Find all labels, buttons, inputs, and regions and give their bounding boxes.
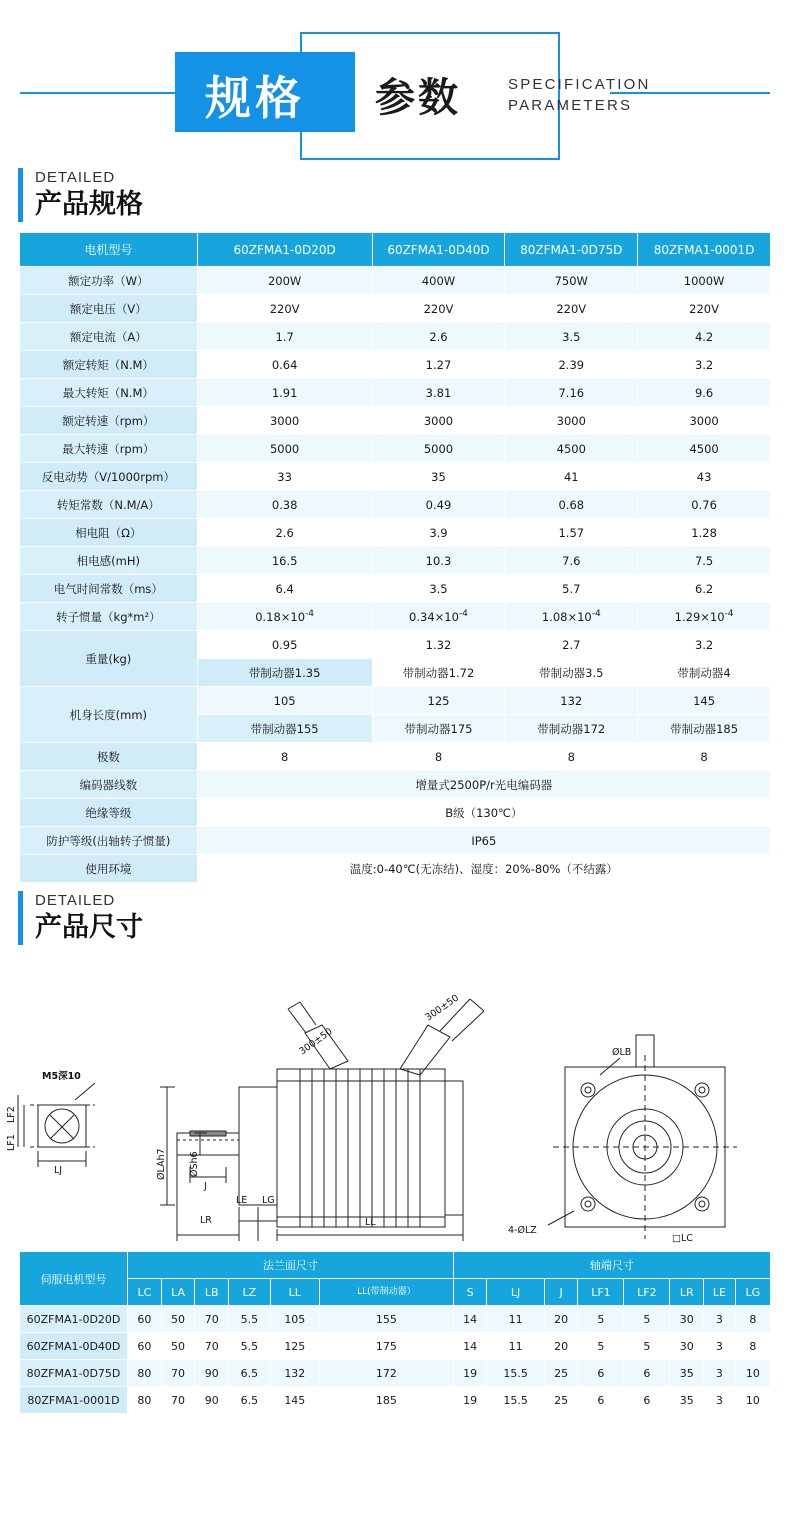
cell: 8: [197, 743, 372, 771]
dim-sub-la: LA: [161, 1279, 195, 1306]
cell: [197, 603, 372, 631]
cell: 0.64: [197, 351, 372, 379]
cell: 带制动器175: [372, 715, 505, 743]
dim-sub-j: J: [544, 1279, 578, 1306]
cell: 60: [128, 1306, 162, 1333]
cell: 1.27: [372, 351, 505, 379]
cell: 7.5: [638, 547, 771, 575]
cell: 9.6: [638, 379, 771, 407]
row-label: 转矩常数（N.M/A）: [20, 491, 198, 519]
cell: 20: [544, 1333, 578, 1360]
section-accent-bar: [18, 891, 23, 945]
cell-value: 0.18×10: [255, 609, 306, 624]
cell: 50: [161, 1306, 195, 1333]
cell: 20: [544, 1306, 578, 1333]
dim-header-model: 伺服电机型号: [20, 1252, 128, 1306]
dim-sub-ll-brake: LL(带制动器）: [320, 1279, 454, 1306]
cell: 35: [670, 1387, 704, 1414]
label-s: ØSh6: [189, 1151, 200, 1177]
label-le: LE: [236, 1195, 248, 1206]
cell: 8: [372, 743, 505, 771]
label-la: ØLAh7: [156, 1148, 167, 1180]
cell: 4500: [638, 435, 771, 463]
cell: 14: [453, 1306, 487, 1333]
cell: 2.6: [197, 519, 372, 547]
cell: 8: [735, 1333, 770, 1360]
cell: 带制动器3.5: [505, 659, 638, 687]
row-label: 额定转矩（N.M）: [20, 351, 198, 379]
label-lr: LR: [200, 1215, 212, 1226]
cell: 5: [624, 1333, 670, 1360]
dim-sub-lc: LC: [128, 1279, 162, 1306]
cell: 1.91: [197, 379, 372, 407]
cell: 30: [670, 1333, 704, 1360]
spec-header-col3: 80ZFMA1-0D75D: [505, 233, 638, 267]
dim-sub-s: S: [453, 1279, 487, 1306]
cell: 10: [735, 1387, 770, 1414]
cell: 0.76: [638, 491, 771, 519]
dim-sub-lr: LR: [670, 1279, 704, 1306]
cell: 6: [578, 1360, 624, 1387]
cell-exponent: -4: [458, 609, 468, 620]
banner-title-en-line1: SPECIFICATION: [508, 76, 651, 93]
table-row: [20, 575, 771, 603]
row-label: 编码器线数: [20, 771, 198, 799]
cell: 90: [195, 1360, 229, 1387]
row-label: 反电动势（V/1000rpm）: [20, 463, 198, 491]
cell: 3: [704, 1333, 736, 1360]
cell: 70: [195, 1306, 229, 1333]
cell: 1.28: [638, 519, 771, 547]
cell: 155: [320, 1306, 454, 1333]
table-row: [20, 547, 771, 575]
cell: 70: [195, 1333, 229, 1360]
dim-sub-lz: LZ: [229, 1279, 271, 1306]
cell: 132: [505, 687, 638, 715]
cell: 185: [320, 1387, 454, 1414]
row-label: 60ZFMA1-0D40D: [20, 1333, 128, 1360]
label-cable1: 300±50: [297, 1026, 335, 1058]
cell-merged: 温度:0-40℃(无冻结)、湿度：20%-80%（不结露）: [197, 855, 770, 883]
label-lz: 4-ØLZ: [508, 1225, 537, 1236]
cell-value: 1.08×10: [541, 609, 592, 624]
cell: 5: [578, 1306, 624, 1333]
cell-merged: IP65: [197, 827, 770, 855]
cell: 220V: [505, 295, 638, 323]
table-row: [20, 267, 771, 295]
label-lj: LJ: [54, 1165, 63, 1176]
section-heading-specs: [18, 168, 790, 222]
cell: 6.2: [638, 575, 771, 603]
cell: 750W: [505, 267, 638, 295]
section-heading-cn: 产品尺寸: [35, 912, 143, 943]
cell: 33: [197, 463, 372, 491]
cell: 80: [128, 1387, 162, 1414]
dim-header-flange: 法兰面尺寸: [128, 1252, 454, 1279]
banner-title-cn-left: 规格: [205, 71, 305, 125]
cell: 3.2: [638, 631, 771, 659]
label-lc: □LC: [672, 1233, 693, 1244]
table-row: [20, 491, 771, 519]
dimension-drawing: [0, 955, 790, 1245]
page-banner: [0, 0, 790, 160]
row-label: 电气时间常数（ms）: [20, 575, 198, 603]
table-row: [20, 463, 771, 491]
table-row: [20, 1360, 771, 1387]
row-label: 80ZFMA1-0001D: [20, 1387, 128, 1414]
section-accent-bar: [18, 168, 23, 222]
cell: 70: [161, 1387, 195, 1414]
table-row: [20, 1333, 771, 1360]
table-row: [20, 435, 771, 463]
cell: 8: [505, 743, 638, 771]
cell: 41: [505, 463, 638, 491]
label-lg: LG: [262, 1195, 275, 1206]
row-label: 额定转速（rpm）: [20, 407, 198, 435]
row-label: 相电阻（Ω）: [20, 519, 198, 547]
cell: 6: [624, 1387, 670, 1414]
cell: 6: [578, 1387, 624, 1414]
cell: 132: [270, 1360, 319, 1387]
cell: 0.38: [197, 491, 372, 519]
row-label: 转子惯量（kg*m²）: [20, 603, 198, 631]
label-cable2: 300±50: [423, 992, 462, 1024]
cell: 400W: [372, 267, 505, 295]
table-row-weight: [20, 631, 771, 659]
cell: 35: [670, 1360, 704, 1387]
dim-sub-ll: LL: [270, 1279, 319, 1306]
label-j: J: [204, 1181, 207, 1192]
cell: 43: [638, 463, 771, 491]
cell: 200W: [197, 267, 372, 295]
table-row: [20, 379, 771, 407]
cell: 145: [638, 687, 771, 715]
cell: 16.5: [197, 547, 372, 575]
dim-sub-header-row: [20, 1279, 771, 1306]
table-row: [20, 295, 771, 323]
cell-value: 1.29×10: [674, 609, 725, 624]
cell: 3000: [638, 407, 771, 435]
table-row-poles: [20, 743, 771, 771]
cell: 25: [544, 1387, 578, 1414]
section-heading-en: DETAILED: [35, 169, 116, 186]
dimension-table: [19, 1251, 771, 1414]
row-label: 最大转速（rpm）: [20, 435, 198, 463]
table-row: [20, 323, 771, 351]
cell: 5.5: [229, 1333, 271, 1360]
cell-merged: 增量式2500P/r光电编码器: [197, 771, 770, 799]
row-label: 相电感(mH): [20, 547, 198, 575]
cell: 15.5: [487, 1360, 544, 1387]
cell: 60: [128, 1333, 162, 1360]
section-heading-cn: 产品规格: [35, 189, 143, 220]
cell: 11: [487, 1306, 544, 1333]
spec-header-col1: 60ZFMA1-0D20D: [197, 233, 372, 267]
row-label: 60ZFMA1-0D20D: [20, 1306, 128, 1333]
cell: 0.95: [197, 631, 372, 659]
cell: 220V: [638, 295, 771, 323]
cell: [505, 603, 638, 631]
dim-sub-lb: LB: [195, 1279, 229, 1306]
banner-title-cn-right: 参数: [375, 75, 461, 121]
cell: 4500: [505, 435, 638, 463]
cell: 6: [624, 1360, 670, 1387]
cell: 4.2: [638, 323, 771, 351]
cell: 5.7: [505, 575, 638, 603]
table-row: [20, 855, 771, 883]
dim-sub-lf2: LF2: [624, 1279, 670, 1306]
cell-merged: B级（130℃）: [197, 799, 770, 827]
cell: 1000W: [638, 267, 771, 295]
cell: [372, 603, 505, 631]
table-row: [20, 351, 771, 379]
cell: 3.9: [372, 519, 505, 547]
cell-exponent: -4: [305, 609, 315, 620]
specification-table: [19, 232, 771, 883]
cell: 3.5: [372, 575, 505, 603]
cell: 125: [372, 687, 505, 715]
label-lb: ØLB: [612, 1047, 632, 1058]
dim-sub-le: LE: [704, 1279, 736, 1306]
cell: 125: [270, 1333, 319, 1360]
label-lf2: LF2: [6, 1106, 17, 1123]
cell: 50: [161, 1333, 195, 1360]
banner-title-en: [508, 74, 651, 116]
row-label: 防护等级(出轴转子惯量): [20, 827, 198, 855]
cell: 带制动器172: [505, 715, 638, 743]
section-heading-en: DETAILED: [35, 892, 116, 909]
cell: 3000: [505, 407, 638, 435]
cell: 35: [372, 463, 505, 491]
cell: 3: [704, 1387, 736, 1414]
cell: 10: [735, 1360, 770, 1387]
cell: 3.5: [505, 323, 638, 351]
cell: 2.6: [372, 323, 505, 351]
cell: 带制动器1.35: [197, 659, 372, 687]
cell: 6.5: [229, 1360, 271, 1387]
cell: 5: [624, 1306, 670, 1333]
cell: 7.6: [505, 547, 638, 575]
row-label: 最大转矩（N.M）: [20, 379, 198, 407]
cell: 8: [638, 743, 771, 771]
spec-header-col4: 80ZFMA1-0001D: [638, 233, 771, 267]
dim-sub-lf1: LF1: [578, 1279, 624, 1306]
dim-header-shaft: 轴端尺寸: [453, 1252, 770, 1279]
cell: 220V: [197, 295, 372, 323]
cell: 80: [128, 1360, 162, 1387]
row-label: 绝缘等级: [20, 799, 198, 827]
cell: 5000: [197, 435, 372, 463]
table-row: [20, 799, 771, 827]
cell: 5000: [372, 435, 505, 463]
cell: 1.57: [505, 519, 638, 547]
cell: 30: [670, 1306, 704, 1333]
cell: 0.68: [505, 491, 638, 519]
table-row: [20, 1387, 771, 1414]
cell: 5: [578, 1333, 624, 1360]
spec-header-model: 电机型号: [20, 233, 198, 267]
row-label: 机身长度(mm): [20, 687, 198, 743]
cell: 2.7: [505, 631, 638, 659]
table-row: [20, 407, 771, 435]
cell: 1.32: [372, 631, 505, 659]
banner-title-en-line2: PARAMETERS: [508, 97, 633, 114]
cell: 2.39: [505, 351, 638, 379]
cell: 3.2: [638, 351, 771, 379]
cell: 15.5: [487, 1387, 544, 1414]
cell: 14: [453, 1333, 487, 1360]
cell: 带制动器4: [638, 659, 771, 687]
row-label: 极数: [20, 743, 198, 771]
label-lf1: LF1: [6, 1134, 17, 1151]
cell: 175: [320, 1333, 454, 1360]
spec-header-row: [20, 233, 771, 267]
cell: 带制动器185: [638, 715, 771, 743]
table-row-length: [20, 687, 771, 715]
cell-exponent: -4: [724, 609, 734, 620]
table-row: [20, 771, 771, 799]
spec-header-col2: 60ZFMA1-0D40D: [372, 233, 505, 267]
cell: 6.5: [229, 1387, 271, 1414]
cell: 220V: [372, 295, 505, 323]
cell: 1.7: [197, 323, 372, 351]
motor-outline-drawing: [0, 955, 790, 1245]
dim-group-header-row: [20, 1252, 771, 1279]
table-row-inertia: [20, 603, 771, 631]
cell: 19: [453, 1360, 487, 1387]
table-row: [20, 519, 771, 547]
table-row: [20, 1306, 771, 1333]
section-heading-dimensions: [18, 891, 790, 945]
row-label: 使用环境: [20, 855, 198, 883]
cell: 10.3: [372, 547, 505, 575]
cell: 11: [487, 1333, 544, 1360]
cell: 6.4: [197, 575, 372, 603]
cell: 90: [195, 1387, 229, 1414]
row-label: 重量(kg): [20, 631, 198, 687]
table-row: [20, 827, 771, 855]
cell: 19: [453, 1387, 487, 1414]
cell: 70: [161, 1360, 195, 1387]
cell: 5.5: [229, 1306, 271, 1333]
row-label: 额定功率（W）: [20, 267, 198, 295]
cell: 3.81: [372, 379, 505, 407]
cell: 3000: [372, 407, 505, 435]
cell: 105: [270, 1306, 319, 1333]
cell: 25: [544, 1360, 578, 1387]
cell: 带制动器1.72: [372, 659, 505, 687]
cell: [638, 603, 771, 631]
row-label: 额定电流（A）: [20, 323, 198, 351]
cell: 3000: [197, 407, 372, 435]
cell: 8: [735, 1306, 770, 1333]
cell: 3: [704, 1306, 736, 1333]
row-label: 80ZFMA1-0D75D: [20, 1360, 128, 1387]
cell: 带制动器155: [197, 715, 372, 743]
cell: 145: [270, 1387, 319, 1414]
cell-exponent: -4: [591, 609, 601, 620]
cell: 172: [320, 1360, 454, 1387]
cell: 0.49: [372, 491, 505, 519]
label-m5: M5深10: [42, 1071, 81, 1082]
row-label: 额定电压（V）: [20, 295, 198, 323]
cell-value: 0.34×10: [409, 609, 459, 624]
cell: 105: [197, 687, 372, 715]
dim-sub-lj: LJ: [487, 1279, 544, 1306]
label-ll: LL: [365, 1217, 376, 1228]
cell: 3: [704, 1360, 736, 1387]
dim-sub-lg: LG: [735, 1279, 770, 1306]
cell: 7.16: [505, 379, 638, 407]
